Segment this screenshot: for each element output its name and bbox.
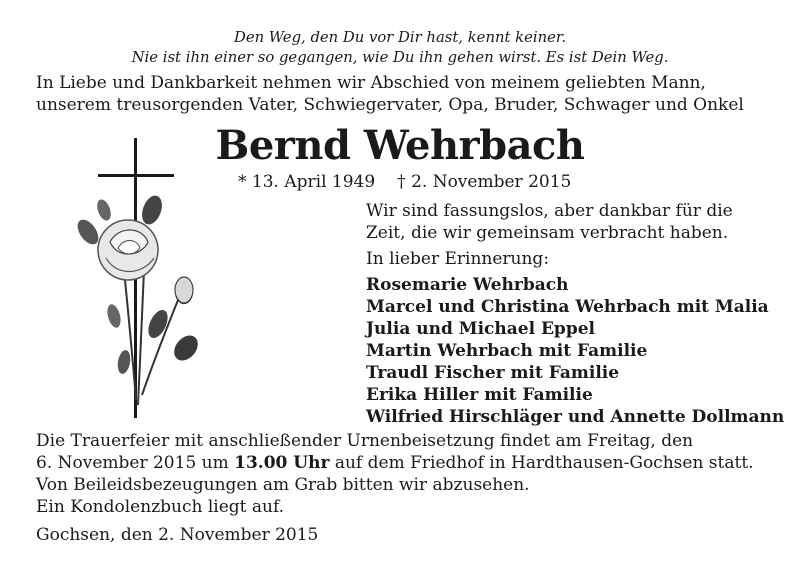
death-date: † 2. November 2015 [397, 172, 572, 192]
mourner-entry: Marcel und Christina Wehrbach mit Malia [366, 297, 769, 317]
mourner-entry: Julia und Michael Eppel [366, 319, 595, 339]
message-line-1: Wir sind fassungslos, aber dankbar für die [366, 201, 733, 221]
motto-line-2: Nie ist ihn einer so gegangen, wie Du ihn gehen wirst. Es ist Dein Weg. [131, 49, 669, 66]
funeral-line-1: Die Trauerfeier mit anschließender Urnenbeisetzung findet am Freitag, den [36, 431, 694, 451]
memory-heading: In lieber Erinnerung: [366, 249, 550, 269]
funeral-line-4: Ein Kondolenzbuch liegt auf. [36, 497, 285, 517]
funeral-time: 13.00 Uhr [234, 453, 330, 473]
place-and-date: Gochsen, den 2. November 2015 [36, 525, 319, 545]
funeral-line-3: Von Beileidsbezeugungen am Grab bitten wir abzusehen. [36, 475, 530, 495]
mourner-entry: Traudl Fischer mit Familie [366, 363, 620, 383]
deceased-name: Bernd Wehrbach [215, 122, 585, 169]
cross-with-roses-icon [66, 130, 216, 420]
intro-line-1: In Liebe und Dankbarkeit nehmen wir Abschied von meinem geliebten Mann, [36, 73, 706, 93]
mourner-entry: Wilfried Hirschläger und Annette Dollmann [366, 407, 785, 427]
funeral-line-2 [36, 452, 754, 474]
intro-line-2: unserem treusorgenden Vater, Schwiegervater, Opa, Bruder, Schwager und Onkel [36, 95, 744, 115]
mourner-entry: Rosemarie Wehrbach [366, 275, 569, 295]
life-dates [238, 172, 571, 192]
motto-line-1: Den Weg, den Du vor Dir hast, kennt keiner. [233, 29, 567, 46]
message-line-2: Zeit, die wir gemeinsam verbracht haben. [366, 223, 729, 243]
birth-date: * 13. April 1949 [238, 172, 376, 192]
mourner-entry: Martin Wehrbach mit Familie [366, 341, 648, 361]
funeral-place: auf dem Friedhof in Hardthausen-Gochsen statt. [329, 453, 754, 473]
funeral-date: 6. November 2015 um [36, 453, 235, 473]
mourner-entry: Erika Hiller mit Familie [366, 385, 593, 405]
